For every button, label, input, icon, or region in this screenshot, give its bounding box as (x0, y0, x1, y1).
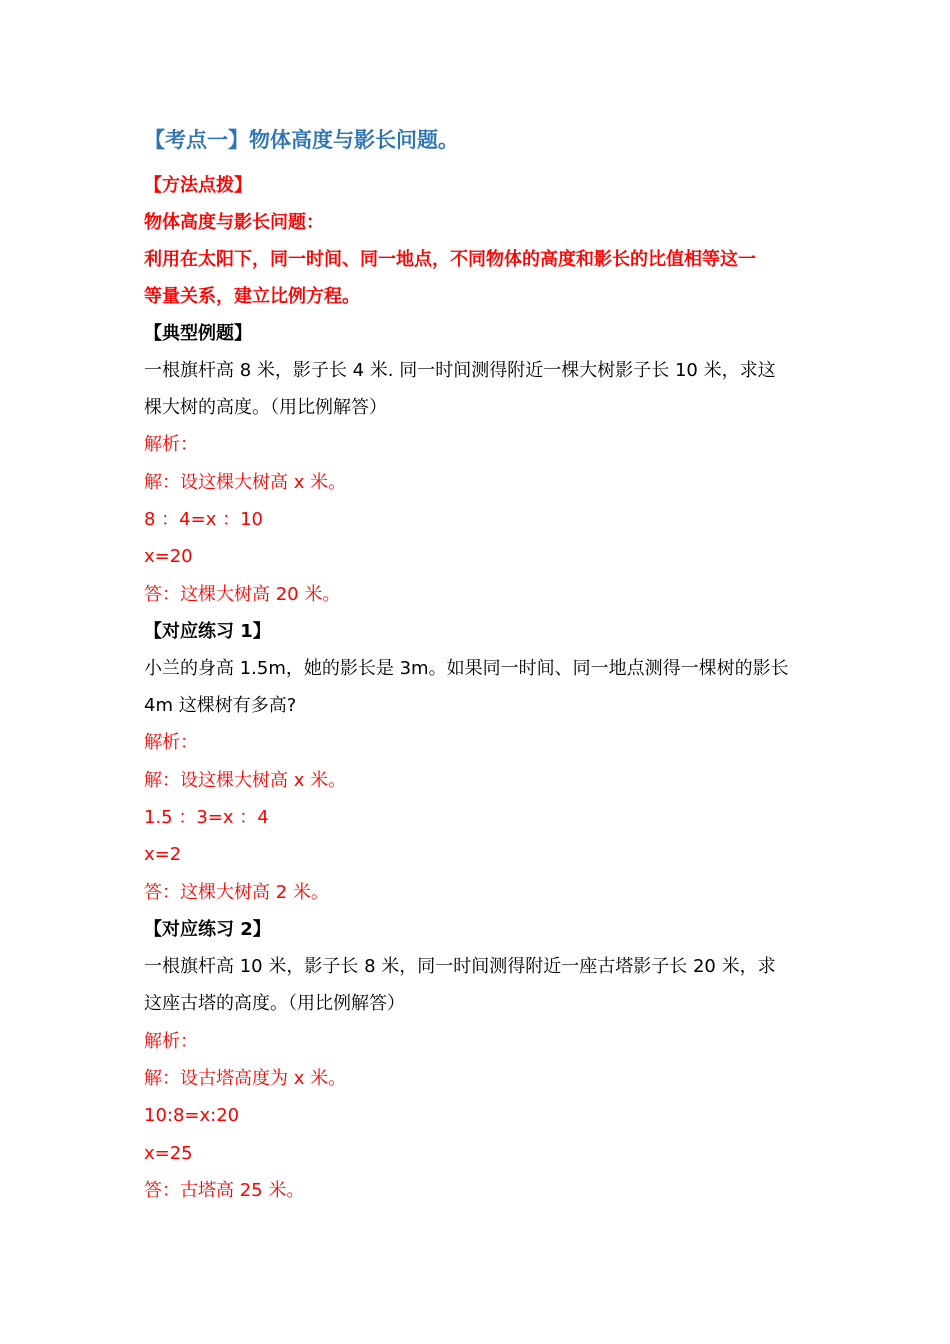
practice2-answer: 答：古塔高 25 米。 (144, 1180, 305, 1201)
example-solution-step2: 8 ：4=x ：10 (144, 509, 263, 530)
example-heading: 【典型例题】 (144, 323, 252, 344)
practice1-question-line1: 小兰的身高 1.5m，她的影长是 3m。如果同一时间、同一地点测得一棵树的影长 (144, 658, 789, 679)
practice1-question-line2: 4m 这棵树有多高? (144, 695, 297, 716)
example-analysis-label: 解析： (144, 434, 198, 455)
example-answer: 答：这棵大树高 20 米。 (144, 584, 341, 605)
practice1-answer: 答：这棵大树高 2 米。 (144, 882, 329, 903)
practice2-solution-step3: x=25 (144, 1143, 193, 1164)
example-question-line1: 一根旗杆高 8 米，影子长 4 米. 同一时间测得附近一棵大树影子长 10 米，求这 (144, 360, 776, 381)
practice2-heading: 【对应练习 2】 (144, 919, 271, 940)
method-text-line1: 利用在太阳下，同一时间、同一地点，不同物体的高度和影长的比值相等这一 (144, 249, 756, 270)
method-subheading: 物体高度与影长问题： (144, 212, 324, 233)
practice1-solution-step1: 解：设这棵大树高 x 米。 (144, 770, 347, 791)
section-title: 【考点一】物体高度与影长问题。 (144, 128, 459, 152)
practice2-solution-step1: 解：设古塔高度为 x 米。 (144, 1068, 347, 1089)
example-solution-step1: 解：设这棵大树高 x 米。 (144, 472, 347, 493)
method-text-line2: 等量关系，建立比例方程。 (144, 286, 360, 307)
practice1-analysis-label: 解析： (144, 732, 198, 753)
example-solution-step3: x=20 (144, 546, 193, 567)
practice1-solution-step3: x=2 (144, 844, 182, 865)
practice2-solution-step2: 10:8=x:20 (144, 1105, 240, 1126)
method-heading: 【方法点拨】 (144, 175, 252, 196)
practice2-analysis-label: 解析： (144, 1031, 198, 1052)
example-question-line2: 棵大树的高度。（用比例解答） (144, 397, 387, 418)
practice1-heading: 【对应练习 1】 (144, 621, 271, 642)
practice2-question-line1: 一根旗杆高 10 米，影子长 8 米，同一时间测得附近一座古塔影子长 20 米，求 (144, 956, 776, 977)
practice1-solution-step2: 1.5 ：3=x ：4 (144, 807, 269, 828)
practice2-question-line2: 这座古塔的高度。（用比例解答） (144, 993, 405, 1014)
